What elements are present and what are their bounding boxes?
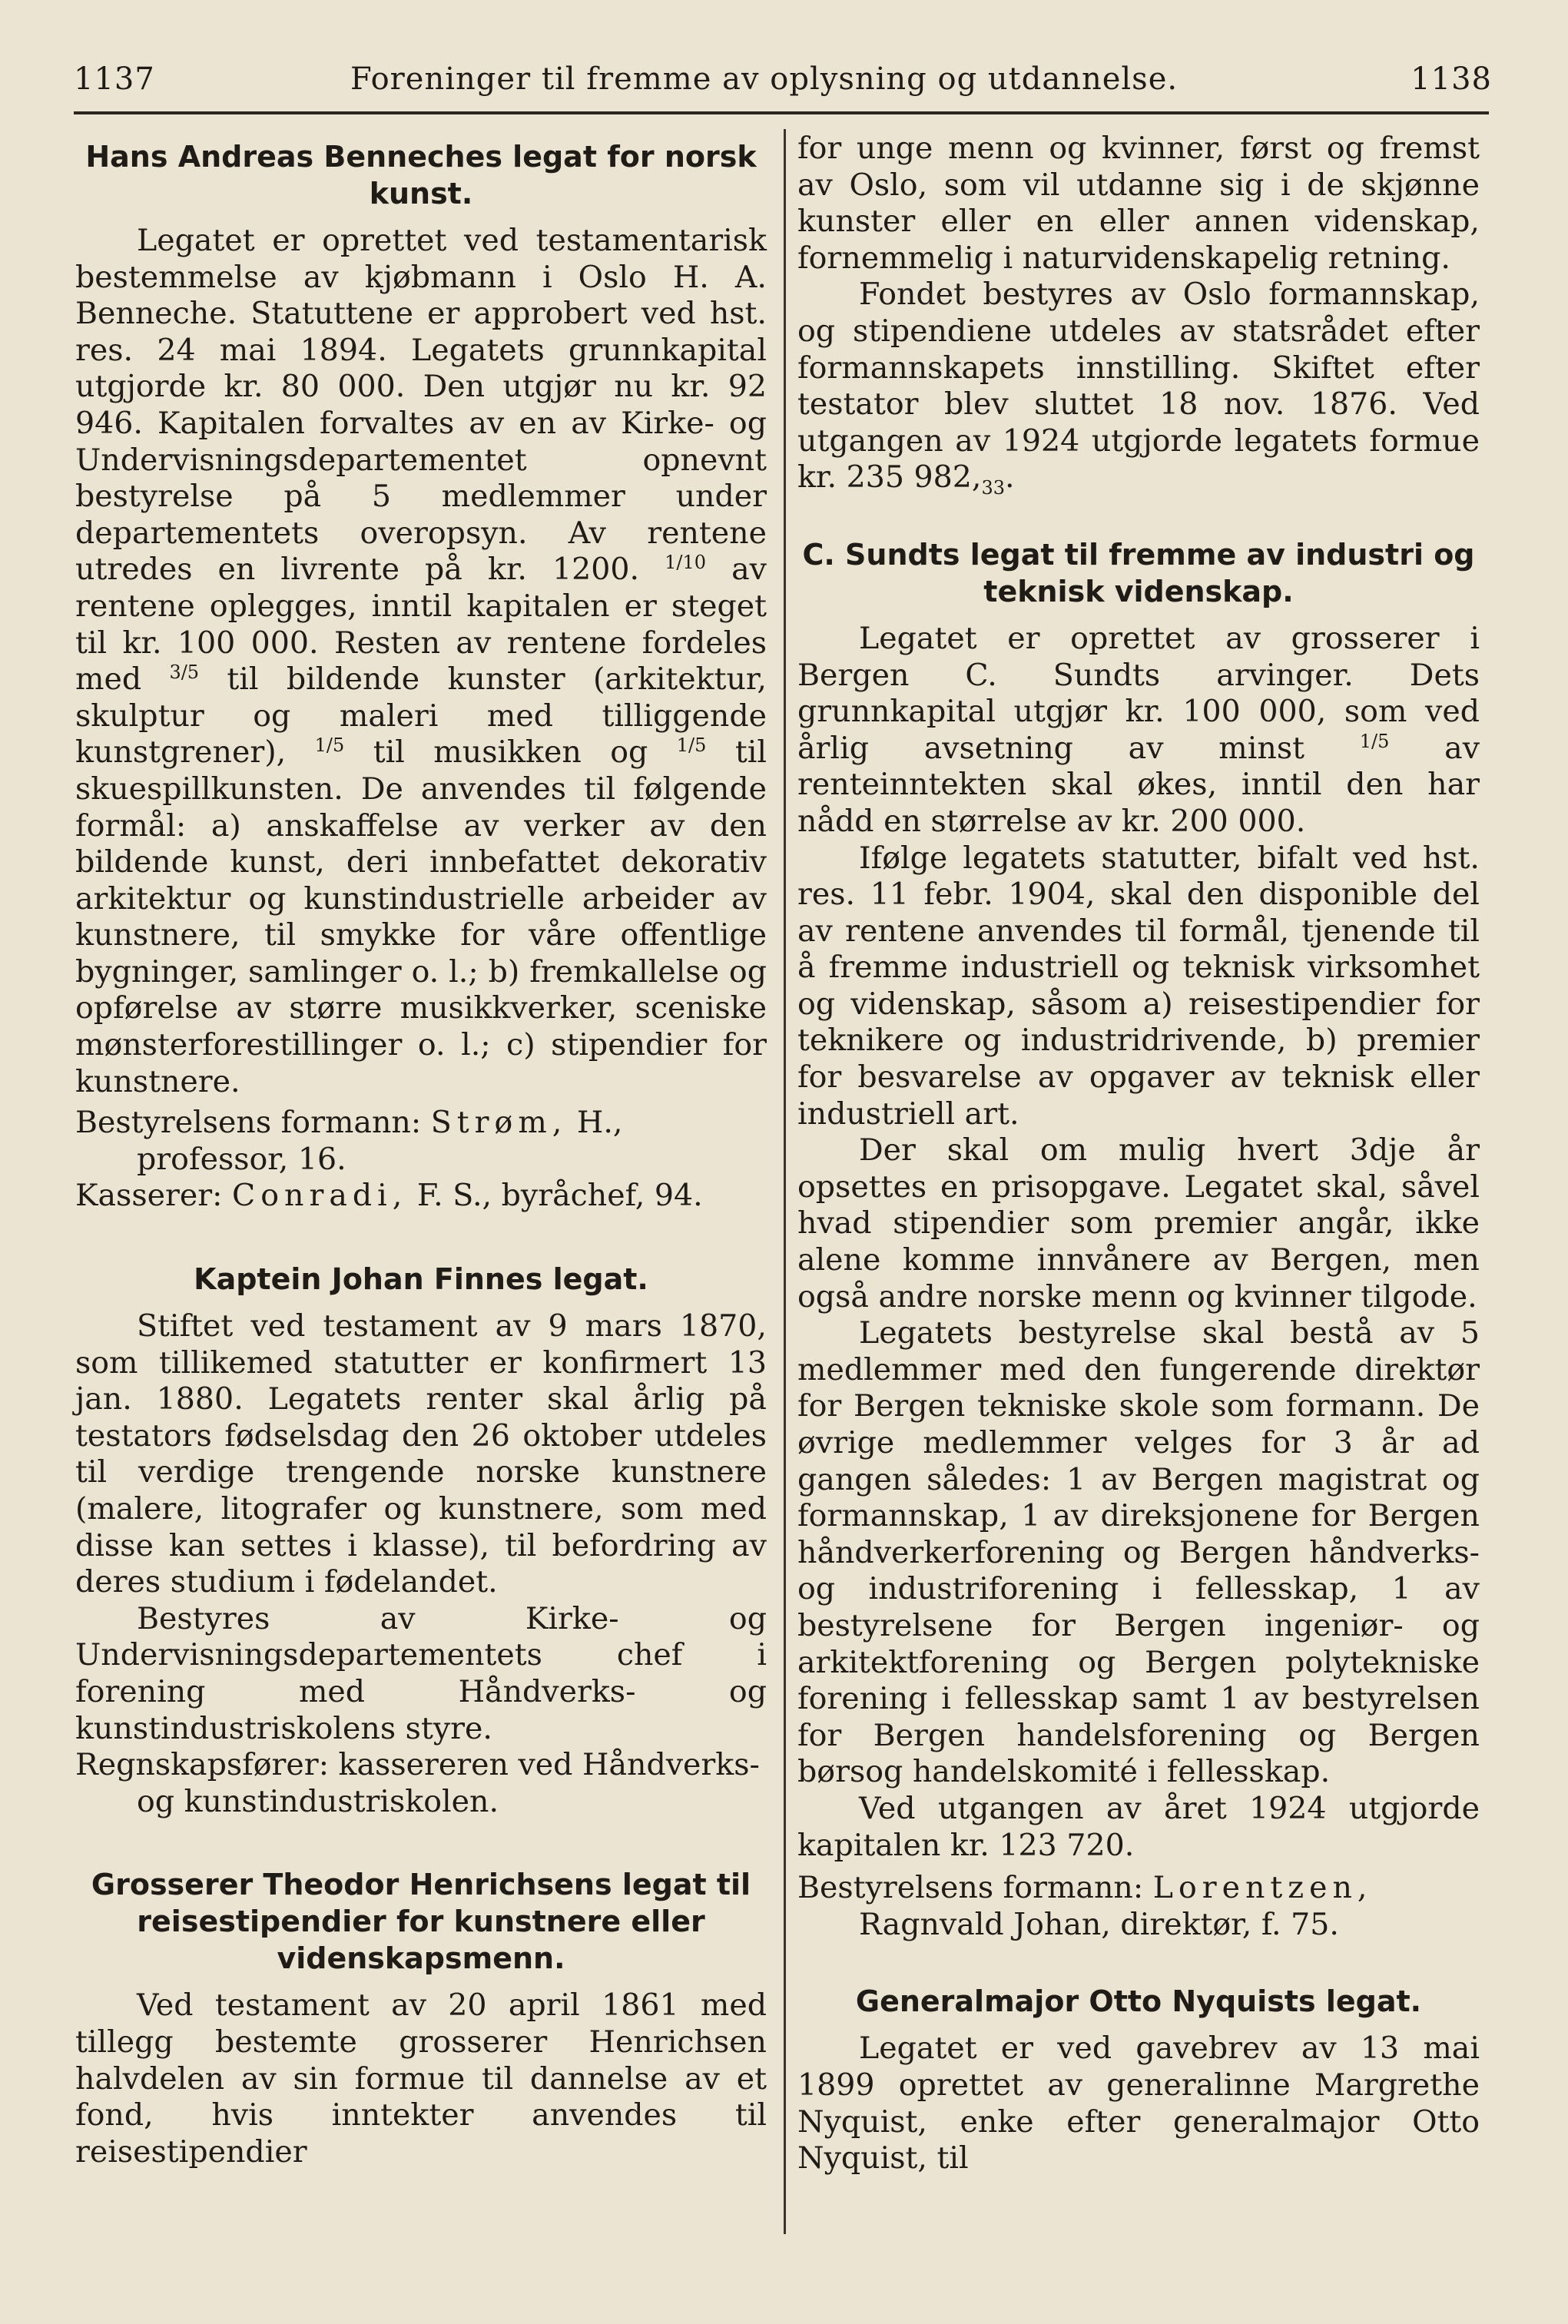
section-heading-finne: Kaptein Johan Finnes legat. xyxy=(194,1262,648,1297)
paragraph: Regnskapsfører: kassereren ved Håndverks- og kunstindustriskolen. xyxy=(75,1747,760,1819)
label: Bestyrelsens formann: xyxy=(797,1870,1144,1906)
paragraph: Ifølge legatets statutter, bifalt ved hst. res. 11 febr. 1904, skal den disponible del av rentene anvendes til formål, tjenende til å fremme industriell og teknisk virksomhet og videnskap, såsom a) reisestipendier for teknikere og industridrivende, b) premier for besvarelse av opgaver av teknisk eller industriell art. xyxy=(797,840,1480,1132)
fraction: 1/5 xyxy=(1359,730,1390,752)
text-run: av rentene oplegges, inntil kapitalen er steget til kr. 100 000. Resten av rentene fordeles med xyxy=(75,552,767,698)
fraction: 3/5 xyxy=(169,661,200,683)
label: Bestyrelsens formann: xyxy=(75,1105,422,1141)
paragraph xyxy=(797,621,1480,840)
text-run: av renteinntekten skal økes, inntil den har nådd en størrelse av kr. 200 000. xyxy=(797,730,1480,839)
person-name: Strøm, xyxy=(430,1105,568,1141)
paragraph xyxy=(797,277,1480,499)
paragraph: Bestyres av Kirke- og Undervisningsdepartementets chef i forening med Håndverks- og kunstindustriskolens styre. xyxy=(75,1600,767,1746)
text-run: Legatet er oprettet ved testamentarisk bestemmelse av kjøbmann i Oslo H. A. Benneche. Statuttene er approbert ved hst. res. 24 mai 1894. Legatets grunnkapital utgjorde kr. 80 000. Den utgjør nu kr. 92 946. Kapitalen forvaltes av en av Kirke- og Undervisningsdepartementet opnevnt bestyrelse på 5 medlemmer under departementets overopsyn. Av rentene utredes en livrente på kr. 1200. xyxy=(75,223,767,588)
text-run: F. S., byråchef, 94. xyxy=(416,1178,703,1214)
board-chair-line xyxy=(75,1105,767,1178)
text-run: Fondet bestyres av Oslo formannskap, og stipendiene utdeles av statsrådet efter formannskapets innstilling. Skiftet efter testator blev sluttet 18 nov. 1876. Ved utgangen av 1924 utgjorde legatets formue kr. 235 982, xyxy=(797,277,1480,496)
header-rule xyxy=(74,111,1489,114)
text-run: H., professor, 16. xyxy=(137,1105,623,1177)
person-name: Lorentzen, xyxy=(1152,1870,1373,1906)
text-run: Ragnvald Johan, direktør, f. 75. xyxy=(859,1906,1339,1942)
fraction: 1/5 xyxy=(314,734,345,757)
text-run: . xyxy=(1005,459,1015,496)
paragraph: Legatets bestyrelse skal bestå av 5 medlemmer med den fungerende direktør for Bergen tekniske skole som formann. De øvrige medlemmer velges for 3 år ad gangen således: 1 av Bergen magistrat og formannskap, 1 av direksjonene for Bergen håndverkerforening og Bergen håndverks- og industriforening i fellesskap, 1 av bestyrelsene for Bergen ingeniør- og arkitektforening og Bergen polytekniske forening i fellesskap samt 1 av bestyrelsen for Bergen handelsforening og Bergen børsog handelskomité i fellesskap. xyxy=(797,1315,1480,1790)
page-number-right: 1138 xyxy=(1411,61,1492,97)
page-number-left: 1137 xyxy=(74,61,155,97)
paragraph xyxy=(75,223,767,1100)
treasurer-line xyxy=(75,1178,767,1215)
board-chair-line xyxy=(797,1870,1480,1943)
label: Kasserer: xyxy=(75,1178,223,1214)
paragraph: Stiftet ved testament av 9 mars 1870, som tillikemed statutter er konfirmert 13 jan. 1880. Legatets renter skal årlig på testators fødselsdag den 26 oktober utdeles til verdige trengende norske kunstnere (malere, litografer og kunstnere, som med disse kan settes i klasse), til befordring av deres studium i fødelandet. xyxy=(75,1308,767,1600)
left-column xyxy=(75,131,767,2170)
person-name: Conradi, xyxy=(232,1178,408,1214)
paragraph: for unge menn og kvinner, først og fremst av Oslo, som vil utdanne sig i de skjønne kunster eller en eller annen videnskap, fornemmelig i naturvidenskapelig retning. xyxy=(797,131,1480,276)
column-divider xyxy=(784,129,786,2234)
section-heading-nyquist: Generalmajor Otto Nyquists legat. xyxy=(855,1984,1422,2019)
text-run: til bildende kunster (arkitektur, skulptur og maleri med tilliggende kunstgrener), xyxy=(75,661,767,771)
fraction: 1/10 xyxy=(665,552,707,574)
text-run: til skuespillkunsten. De anvendes til følgende formål: a) anskaffelse av verker av den bildende kunst, deri innbefattet dekorativ arkitektur og kunstindustrielle arbeider av kunstnere, til smykke for våre offentlige bygninger, samlinger o. l.; b) fremkallelse og opførelse av større musikkverker, sceniske mønsterforestillinger o. l.; c) stipendier for kunstnere. xyxy=(75,734,767,1099)
text-run: til musikken og xyxy=(373,734,648,771)
fraction: 1/5 xyxy=(676,734,707,757)
text-run: Legatet er oprettet av grosserer i Bergen C. Sundts arvinger. Dets grunnkapital utgjør kr. 100 000, som ved årlig avsetning av minst xyxy=(797,620,1480,766)
section-heading-sundt: C. Sundts legat til fremme av industri og teknisk videnskap. xyxy=(802,537,1475,608)
paragraph: Der skal om mulig hvert 3dje år opsettes en prisopgave. Legatet skal, såvel hvad stipendier som premier angår, ikke alene komme innvånere av Bergen, men også andre norske menn og kvinner tilgode. xyxy=(797,1132,1480,1315)
paragraph: Ved utgangen av året 1924 utgjorde kapitalen kr. 123 720. xyxy=(797,1790,1480,1863)
page-header xyxy=(74,54,1492,108)
running-title: Foreninger til fremme av oplysning og utdannelse. xyxy=(350,61,1178,97)
paragraph: Ved testament av 20 april 1861 med tillegg bestemte grosserer Henrichsen halvdelen av sin formue til dannelse av et fond, hvis inntekter anvendes til reisestipendier xyxy=(75,1988,767,2170)
paragraph: Legatet er ved gavebrev av 13 mai 1899 oprettet av generalinne Margrethe Nyquist, enke efter generalmajor Otto Nyquist, til xyxy=(797,2031,1480,2176)
section-heading-benneche: Hans Andreas Benneches legat for norsk kunst. xyxy=(85,140,757,211)
cents: 33 xyxy=(981,477,1006,499)
section-heading-henrichsen: Grosserer Theodor Henrichsens legat til reisestipendier for kunstnere eller videnskapsmenn. xyxy=(91,1868,751,1976)
right-column xyxy=(797,131,1480,2177)
